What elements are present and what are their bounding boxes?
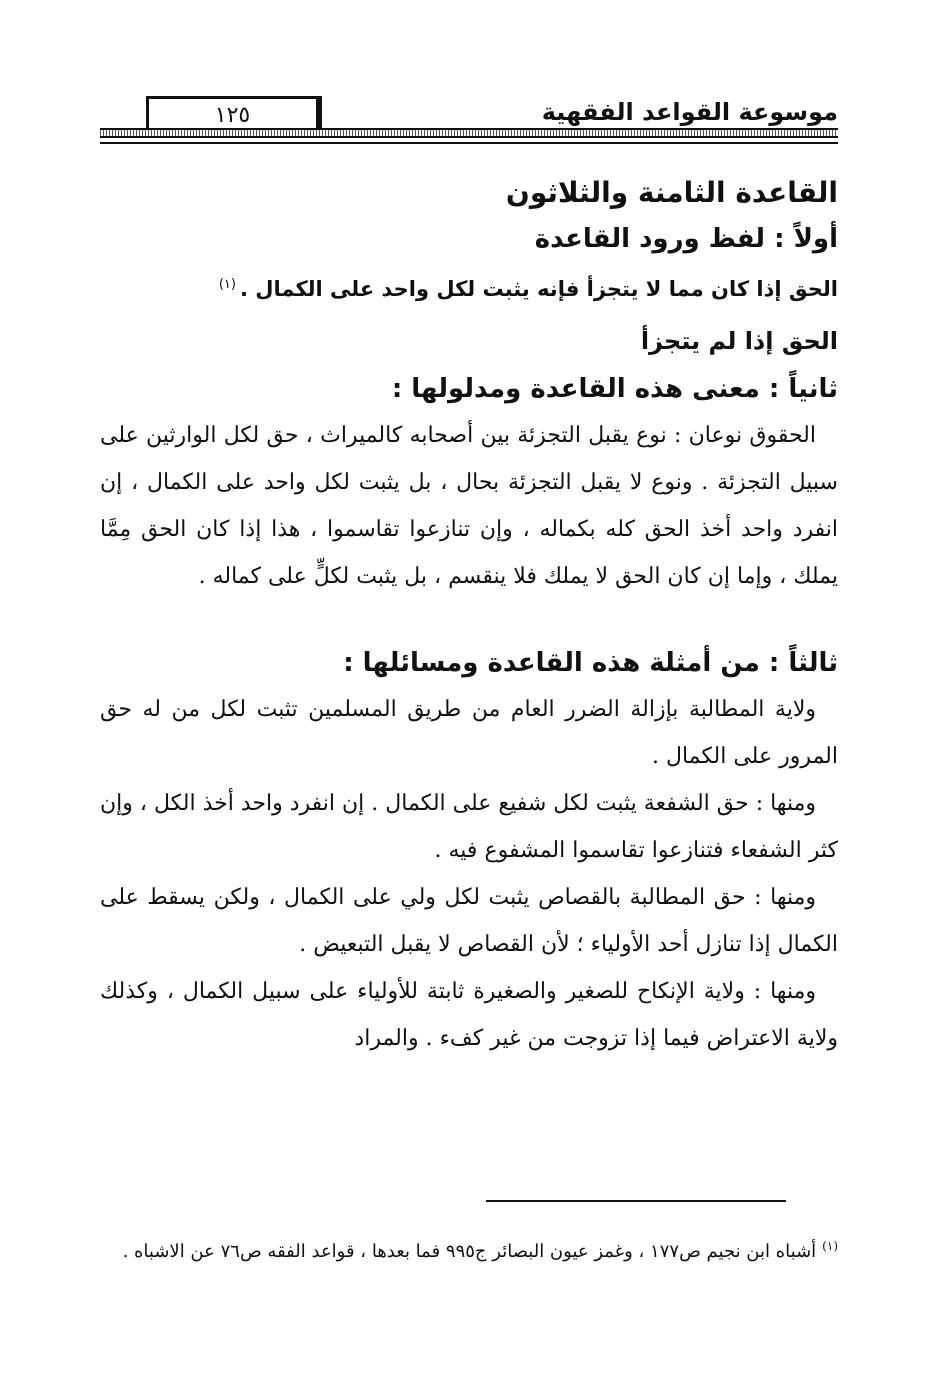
section3-heading: ثالثاً : من أمثلة هذه القاعدة ومسائلها :: [343, 648, 838, 678]
rule-short-text: الحق إذا لم يتجزأ: [640, 327, 838, 355]
footnote-ref: (١): [218, 277, 236, 292]
rule-full-text: [100, 262, 838, 312]
running-header: [100, 92, 838, 152]
first-heading: أولاً : لفظ ورود القاعدة: [534, 224, 838, 254]
header-rule-thin: [100, 142, 838, 144]
page-number: ١٢٥: [214, 103, 251, 128]
section3-paragraph-text: ومنها : ولاية الإنكاح للصغير والصغيرة ثابتة للأولياء على سبيل الكمال ، وكذلك ولاية الاعتراض فيما إذا تزوجت من غير كفء . والمراد: [100, 979, 838, 1051]
page-content: [100, 168, 838, 1062]
section3-paragraph-4: [100, 968, 838, 1062]
section3-paragraph-text: ومنها : حق الشفعة يثبت لكل شفيع على الكمال . إن انفرد واحد أخذ الكل ، وإن كثر الشفعاء فتنازعوا تقاسموا المشفوع فيه .: [100, 791, 838, 863]
section3-paragraph-text: ومنها : حق المطالبة بالقصاص يثبت لكل ولي على الكمال ، ولكن يسقط على الكمال إذا تنازل أحد الأولياء ؛ لأن القصاص لا يقبل التبعيض .: [100, 885, 838, 957]
section3-paragraph-3: [100, 874, 838, 968]
header-rule: [100, 128, 838, 138]
footnote-marker: (١): [822, 1239, 838, 1253]
footnote-text: أشباه ابن نجيم ص١٧٧ ، وغمز عيون البصائر ج٩٩٥ فما بعدها ، قواعد الفقه ص٧٦ عن الاشباه .: [122, 1241, 817, 1262]
section2-heading: ثانياً : معنى هذه القاعدة ومدلولها :: [391, 374, 838, 404]
section2-paragraph-text: الحقوق نوعان : نوع يقبل التجزئة بين أصحابه كالميراث ، حق لكل الوارثين على سبيل التجزئة . ونوع لا يقبل التجزئة بحال ، بل يثبت لكل واحد على الكمال ، إن انفرد واحد أخذ الحق كله بكماله ، وإن تنازعوا تقاسموا ، هذا إذا كان الحق مِمَّا يملك ، وإما إن كان الحق لا يملك فلا ينقسم ، بل يثبت لكلٍّ على كماله .: [100, 423, 838, 589]
section3-paragraph-2: [100, 780, 838, 874]
section2-paragraph: [100, 412, 838, 600]
book-title: موسوعة القواعد الفقهية: [541, 98, 838, 126]
section3-paragraph-1: [100, 686, 838, 780]
rule-title: القاعدة الثامنة والثلاثون: [505, 176, 838, 209]
rule-text: الحق إذا كان مما لا يتجزأ فإنه يثبت لكل واحد على الكمال .: [239, 277, 838, 301]
footnote-separator: [486, 1200, 786, 1202]
section3-paragraph-text: ولاية المطالبة بإزالة الضرر العام من طريق المسلمين تثبت لكل من له حق المرور على الكمال .: [100, 697, 838, 769]
footnote: [100, 1226, 838, 1272]
